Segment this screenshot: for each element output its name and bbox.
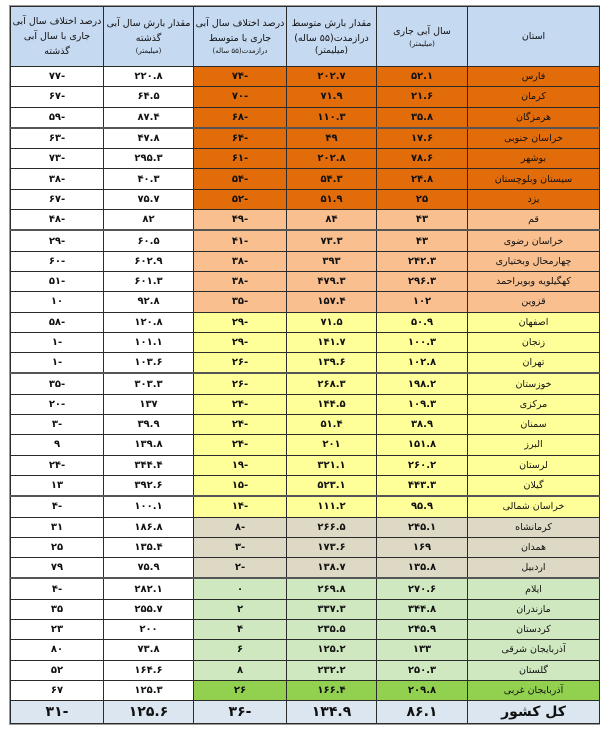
current-year-cell: ۲۷۰.۶ <box>377 578 468 599</box>
diff-vs-avg-cell: -۱۴ <box>194 496 287 517</box>
diff-vs-avg-cell: ۲۶ <box>194 680 287 700</box>
table-row <box>11 640 600 660</box>
diff-vs-prev-cell: ۲۳ <box>11 620 104 640</box>
diff-vs-prev-cell: ۱۳ <box>11 475 104 496</box>
current-year-cell: ۱۹۸.۲ <box>377 373 468 394</box>
table-row <box>11 251 600 271</box>
table-row <box>11 415 600 435</box>
long-term-avg-cell: ۷۳.۳ <box>287 230 377 251</box>
table-row <box>11 292 600 312</box>
table-row <box>11 189 600 209</box>
long-term-avg-cell: ۱۴۴.۵ <box>287 394 377 414</box>
previous-year-cell: ۳۰۳.۳ <box>104 373 194 394</box>
long-term-avg-cell: ۲۳۲.۲ <box>287 660 377 680</box>
long-term-avg-cell: ۱۱۰.۳ <box>287 107 377 128</box>
current-year-cell: ۱۰۲ <box>377 292 468 312</box>
province-cell: بوشهر <box>468 149 600 169</box>
diff-vs-prev-cell: -۶۷ <box>11 87 104 107</box>
diff-vs-avg-cell: -۲۴ <box>194 415 287 435</box>
long-term-avg-cell: ۳۲۱.۱ <box>287 455 377 475</box>
province-cell: سیستان وبلوچستان <box>468 169 600 189</box>
table-body <box>11 67 600 724</box>
long-term-avg-cell: ۳۳۷.۳ <box>287 599 377 619</box>
diff-vs-prev-cell: -۲۹ <box>11 230 104 251</box>
header-current-year: سال آبی جاری (میلیمتر) <box>377 7 468 67</box>
diff-vs-avg-cell: ۶ <box>194 640 287 660</box>
diff-vs-prev-cell: -۵۹ <box>11 107 104 128</box>
diff-vs-prev-cell: -۴ <box>11 496 104 517</box>
diff-vs-prev-cell: -۱ <box>11 353 104 374</box>
current-year-cell: ۲۰۹.۸ <box>377 680 468 700</box>
table-row <box>11 455 600 475</box>
long-term-avg-cell: ۲۰۲.۷ <box>287 67 377 87</box>
current-year-cell: ۱۳۵.۸ <box>377 558 468 579</box>
diff-vs-avg-cell: -۲۴ <box>194 394 287 414</box>
long-term-avg-cell: ۵۱.۴ <box>287 415 377 435</box>
long-term-avg-cell: ۱۱۱.۲ <box>287 496 377 517</box>
rainfall-table-container <box>9 5 600 725</box>
province-cell: آذربایجان غربی <box>468 680 600 700</box>
diff-vs-prev-cell: ۳۱ <box>11 517 104 537</box>
diff-vs-avg-cell: -۲۴ <box>194 435 287 455</box>
diff-vs-avg-cell: -۲۹ <box>194 312 287 332</box>
diff-vs-prev-cell: ۸۰ <box>11 640 104 660</box>
diff-vs-prev-cell: -۳ <box>11 415 104 435</box>
previous-year-cell: ۳۹۲.۶ <box>104 475 194 496</box>
diff-vs-avg-cell: -۶۱ <box>194 149 287 169</box>
diff-vs-avg-cell: -۴۹ <box>194 210 287 231</box>
long-term-avg-cell: ۲۶۹.۸ <box>287 578 377 599</box>
total-province-cell: کل کشور <box>468 701 600 724</box>
table-row <box>11 67 600 87</box>
previous-year-cell: ۱۲۰.۸ <box>104 312 194 332</box>
table-row <box>11 660 600 680</box>
previous-year-cell: ۱۳۹.۸ <box>104 435 194 455</box>
total-long-term-avg-cell: ۱۳۴.۹ <box>287 701 377 724</box>
previous-year-cell: ۲۸۲.۱ <box>104 578 194 599</box>
diff-vs-avg-cell: -۸ <box>194 517 287 537</box>
province-cell: تهران <box>468 353 600 374</box>
province-cell: هرمزگان <box>468 107 600 128</box>
diff-vs-avg-cell: -۲۶ <box>194 373 287 394</box>
header-diff-vs-avg: درصد اختلاف سال آبی جاری با متوسط درازمدت(۵۵ ساله) <box>194 7 287 67</box>
previous-year-cell: ۹۲.۸ <box>104 292 194 312</box>
total-previous-year-cell: ۱۲۵.۶ <box>104 701 194 724</box>
table-row <box>11 87 600 107</box>
table-row <box>11 128 600 149</box>
current-year-cell: ۴۳ <box>377 210 468 231</box>
long-term-avg-cell: ۵۱.۹ <box>287 189 377 209</box>
province-cell: گلستان <box>468 660 600 680</box>
province-cell: همدان <box>468 537 600 557</box>
diff-vs-prev-cell: ۳۵ <box>11 599 104 619</box>
previous-year-cell: ۱۰۰.۱ <box>104 496 194 517</box>
previous-year-cell: ۶۰.۵ <box>104 230 194 251</box>
province-cell: اردبیل <box>468 558 600 579</box>
current-year-cell: ۴۴۳.۳ <box>377 475 468 496</box>
diff-vs-prev-cell: -۳۸ <box>11 169 104 189</box>
current-year-cell: ۱۶۹ <box>377 537 468 557</box>
diff-vs-prev-cell: -۴ <box>11 578 104 599</box>
previous-year-cell: ۴۷.۸ <box>104 128 194 149</box>
diff-vs-avg-cell: -۵۴ <box>194 169 287 189</box>
diff-vs-avg-cell: -۳۵ <box>194 292 287 312</box>
long-term-avg-cell: ۵۲۳.۱ <box>287 475 377 496</box>
diff-vs-prev-cell: -۲۰ <box>11 394 104 414</box>
table-row <box>11 517 600 537</box>
long-term-avg-cell: ۲۰۲.۸ <box>287 149 377 169</box>
diff-vs-avg-cell: -۲ <box>194 558 287 579</box>
header-long-term-avg: مقدار بارش متوسط درازمدت(۵۵ ساله) (میلیمتر) <box>287 7 377 67</box>
diff-vs-prev-cell: ۲۵ <box>11 537 104 557</box>
current-year-cell: ۵۰.۹ <box>377 312 468 332</box>
previous-year-cell: ۲۵۵.۷ <box>104 599 194 619</box>
long-term-avg-cell: ۵۴.۳ <box>287 169 377 189</box>
province-cell: خوزستان <box>468 373 600 394</box>
previous-year-cell: ۱۲۵.۳ <box>104 680 194 700</box>
province-cell: کرمانشاه <box>468 517 600 537</box>
previous-year-cell: ۸۲ <box>104 210 194 231</box>
current-year-cell: ۹۵.۹ <box>377 496 468 517</box>
province-cell: لرستان <box>468 455 600 475</box>
province-cell: کردستان <box>468 620 600 640</box>
diff-vs-avg-cell: -۳ <box>194 537 287 557</box>
table-row <box>11 475 600 496</box>
table-row <box>11 169 600 189</box>
long-term-avg-cell: ۱۳۸.۷ <box>287 558 377 579</box>
province-cell: خراسان شمالی <box>468 496 600 517</box>
diff-vs-avg-cell: ۰ <box>194 578 287 599</box>
diff-vs-prev-cell: -۶۷ <box>11 189 104 209</box>
diff-vs-prev-cell: -۵۱ <box>11 271 104 291</box>
table-row <box>11 353 600 374</box>
province-cell: خراسان رضوی <box>468 230 600 251</box>
previous-year-cell: ۱۳۵.۴ <box>104 537 194 557</box>
table-row <box>11 107 600 128</box>
table-row <box>11 210 600 231</box>
long-term-avg-cell: ۷۱.۹ <box>287 87 377 107</box>
diff-vs-prev-cell: -۶۰ <box>11 251 104 271</box>
table-header-row <box>11 7 600 67</box>
long-term-avg-cell: ۱۶۶.۴ <box>287 680 377 700</box>
diff-vs-avg-cell: -۲۹ <box>194 332 287 352</box>
previous-year-cell: ۷۵.۷ <box>104 189 194 209</box>
diff-vs-prev-cell: -۳۵ <box>11 373 104 394</box>
long-term-avg-cell: ۷۱.۵ <box>287 312 377 332</box>
table-row <box>11 230 600 251</box>
current-year-cell: ۱۰۲.۸ <box>377 353 468 374</box>
previous-year-cell: ۶۰۲.۹ <box>104 251 194 271</box>
table-row <box>11 558 600 579</box>
diff-vs-avg-cell: -۷۰ <box>194 87 287 107</box>
previous-year-cell: ۲۹۵.۳ <box>104 149 194 169</box>
previous-year-cell: ۶۰۱.۳ <box>104 271 194 291</box>
province-cell: آذربایجان شرقی <box>468 640 600 660</box>
table-row <box>11 537 600 557</box>
current-year-cell: ۴۳ <box>377 230 468 251</box>
province-cell: سمنان <box>468 415 600 435</box>
diff-vs-avg-cell: -۴۱ <box>194 230 287 251</box>
previous-year-cell: ۳۴۴.۴ <box>104 455 194 475</box>
diff-vs-avg-cell: ۸ <box>194 660 287 680</box>
previous-year-cell: ۴۰.۳ <box>104 169 194 189</box>
long-term-avg-cell: ۲۶۸.۳ <box>287 373 377 394</box>
current-year-cell: ۲۴.۸ <box>377 169 468 189</box>
previous-year-cell: ۱۸۶.۸ <box>104 517 194 537</box>
long-term-avg-cell: ۴۷۹.۳ <box>287 271 377 291</box>
previous-year-cell: ۸۷.۴ <box>104 107 194 128</box>
total-row <box>11 701 600 724</box>
current-year-cell: ۱۳۳ <box>377 640 468 660</box>
provincial-rainfall-table <box>10 6 600 724</box>
table-row <box>11 435 600 455</box>
current-year-cell: ۱۵۱.۸ <box>377 435 468 455</box>
province-cell: زنجان <box>468 332 600 352</box>
province-cell: قزوین <box>468 292 600 312</box>
long-term-avg-cell: ۱۳۹.۶ <box>287 353 377 374</box>
diff-vs-prev-cell: -۷۷ <box>11 67 104 87</box>
province-cell: اصفهان <box>468 312 600 332</box>
province-cell: چهارمحال وبختیاری <box>468 251 600 271</box>
diff-vs-prev-cell: -۷۳ <box>11 149 104 169</box>
province-cell: گیلان <box>468 475 600 496</box>
province-cell: خراسان جنوبی <box>468 128 600 149</box>
current-year-cell: ۲۹۶.۳ <box>377 271 468 291</box>
province-cell: قم <box>468 210 600 231</box>
table-row <box>11 620 600 640</box>
current-year-cell: ۳۵.۸ <box>377 107 468 128</box>
total-diff-vs-prev-cell: -۳۱ <box>11 701 104 724</box>
province-cell: ایلام <box>468 578 600 599</box>
table-row <box>11 599 600 619</box>
diff-vs-prev-cell: ۷۹ <box>11 558 104 579</box>
header-province: استان <box>468 7 600 67</box>
diff-vs-prev-cell: -۶۳ <box>11 128 104 149</box>
diff-vs-prev-cell: ۹ <box>11 435 104 455</box>
diff-vs-prev-cell: -۵۸ <box>11 312 104 332</box>
table-row <box>11 332 600 352</box>
long-term-avg-cell: ۴۹ <box>287 128 377 149</box>
previous-year-cell: ۷۵.۹ <box>104 558 194 579</box>
long-term-avg-cell: ۲۳۵.۵ <box>287 620 377 640</box>
table-row <box>11 149 600 169</box>
previous-year-cell: ۲۰۰ <box>104 620 194 640</box>
current-year-cell: ۲۶۰.۲ <box>377 455 468 475</box>
long-term-avg-cell: ۲۰۱ <box>287 435 377 455</box>
long-term-avg-cell: ۱۴۱.۷ <box>287 332 377 352</box>
previous-year-cell: ۱۶۴.۶ <box>104 660 194 680</box>
diff-vs-prev-cell: -۴۸ <box>11 210 104 231</box>
current-year-cell: ۱۰۰.۳ <box>377 332 468 352</box>
long-term-avg-cell: ۱۷۳.۶ <box>287 537 377 557</box>
current-year-cell: ۱۷.۶ <box>377 128 468 149</box>
province-cell: یزد <box>468 189 600 209</box>
current-year-cell: ۲۴۵.۹ <box>377 620 468 640</box>
previous-year-cell: ۳۹.۹ <box>104 415 194 435</box>
long-term-avg-cell: ۱۵۷.۴ <box>287 292 377 312</box>
header-previous-year: مقدار بارش سال آبی گذشته (میلیمتر) <box>104 7 194 67</box>
diff-vs-prev-cell: -۱ <box>11 332 104 352</box>
previous-year-cell: ۱۳۷ <box>104 394 194 414</box>
diff-vs-avg-cell: -۲۶ <box>194 353 287 374</box>
previous-year-cell: ۷۳.۸ <box>104 640 194 660</box>
diff-vs-avg-cell: -۵۲ <box>194 189 287 209</box>
current-year-cell: ۳۴۴.۸ <box>377 599 468 619</box>
current-year-cell: ۱۰۹.۳ <box>377 394 468 414</box>
diff-vs-avg-cell: -۱۵ <box>194 475 287 496</box>
province-cell: مرکزی <box>468 394 600 414</box>
table-row <box>11 271 600 291</box>
current-year-cell: ۲۴۲.۳ <box>377 251 468 271</box>
current-year-cell: ۷۸.۶ <box>377 149 468 169</box>
diff-vs-prev-cell: ۱۰ <box>11 292 104 312</box>
province-cell: کرمان <box>468 87 600 107</box>
long-term-avg-cell: ۸۴ <box>287 210 377 231</box>
diff-vs-prev-cell: ۶۷ <box>11 680 104 700</box>
current-year-cell: ۲۵۰.۳ <box>377 660 468 680</box>
total-current-year-cell: ۸۶.۱ <box>377 701 468 724</box>
diff-vs-avg-cell: -۷۴ <box>194 67 287 87</box>
province-cell: البرز <box>468 435 600 455</box>
total-diff-vs-avg-cell: -۳۶ <box>194 701 287 724</box>
long-term-avg-cell: ۲۶۶.۵ <box>287 517 377 537</box>
long-term-avg-cell: ۱۲۵.۲ <box>287 640 377 660</box>
diff-vs-avg-cell: -۱۹ <box>194 455 287 475</box>
table-row <box>11 578 600 599</box>
diff-vs-avg-cell: -۶۴ <box>194 128 287 149</box>
current-year-cell: ۲۴۵.۱ <box>377 517 468 537</box>
table-row <box>11 373 600 394</box>
diff-vs-avg-cell: -۳۸ <box>194 271 287 291</box>
province-cell: مازندران <box>468 599 600 619</box>
province-cell: فارس <box>468 67 600 87</box>
current-year-cell: ۲۱.۶ <box>377 87 468 107</box>
previous-year-cell: ۱۰۱.۱ <box>104 332 194 352</box>
diff-vs-avg-cell: ۴ <box>194 620 287 640</box>
long-term-avg-cell: ۳۹۳ <box>287 251 377 271</box>
diff-vs-avg-cell: -۶۸ <box>194 107 287 128</box>
current-year-cell: ۵۲.۱ <box>377 67 468 87</box>
previous-year-cell: ۱۰۳.۶ <box>104 353 194 374</box>
diff-vs-prev-cell: -۲۴ <box>11 455 104 475</box>
current-year-cell: ۲۵ <box>377 189 468 209</box>
table-row <box>11 680 600 700</box>
previous-year-cell: ۶۴.۵ <box>104 87 194 107</box>
diff-vs-prev-cell: ۵۲ <box>11 660 104 680</box>
province-cell: کهگیلویه وبویراحمد <box>468 271 600 291</box>
header-diff-vs-prev: درصد اختلاف سال آبی جاری با سال آبی گذشته <box>11 7 104 67</box>
current-year-cell: ۳۸.۹ <box>377 415 468 435</box>
diff-vs-avg-cell: ۲ <box>194 599 287 619</box>
table-row <box>11 496 600 517</box>
diff-vs-avg-cell: -۳۸ <box>194 251 287 271</box>
previous-year-cell: ۲۲۰.۸ <box>104 67 194 87</box>
table-row <box>11 394 600 414</box>
table-row <box>11 312 600 332</box>
